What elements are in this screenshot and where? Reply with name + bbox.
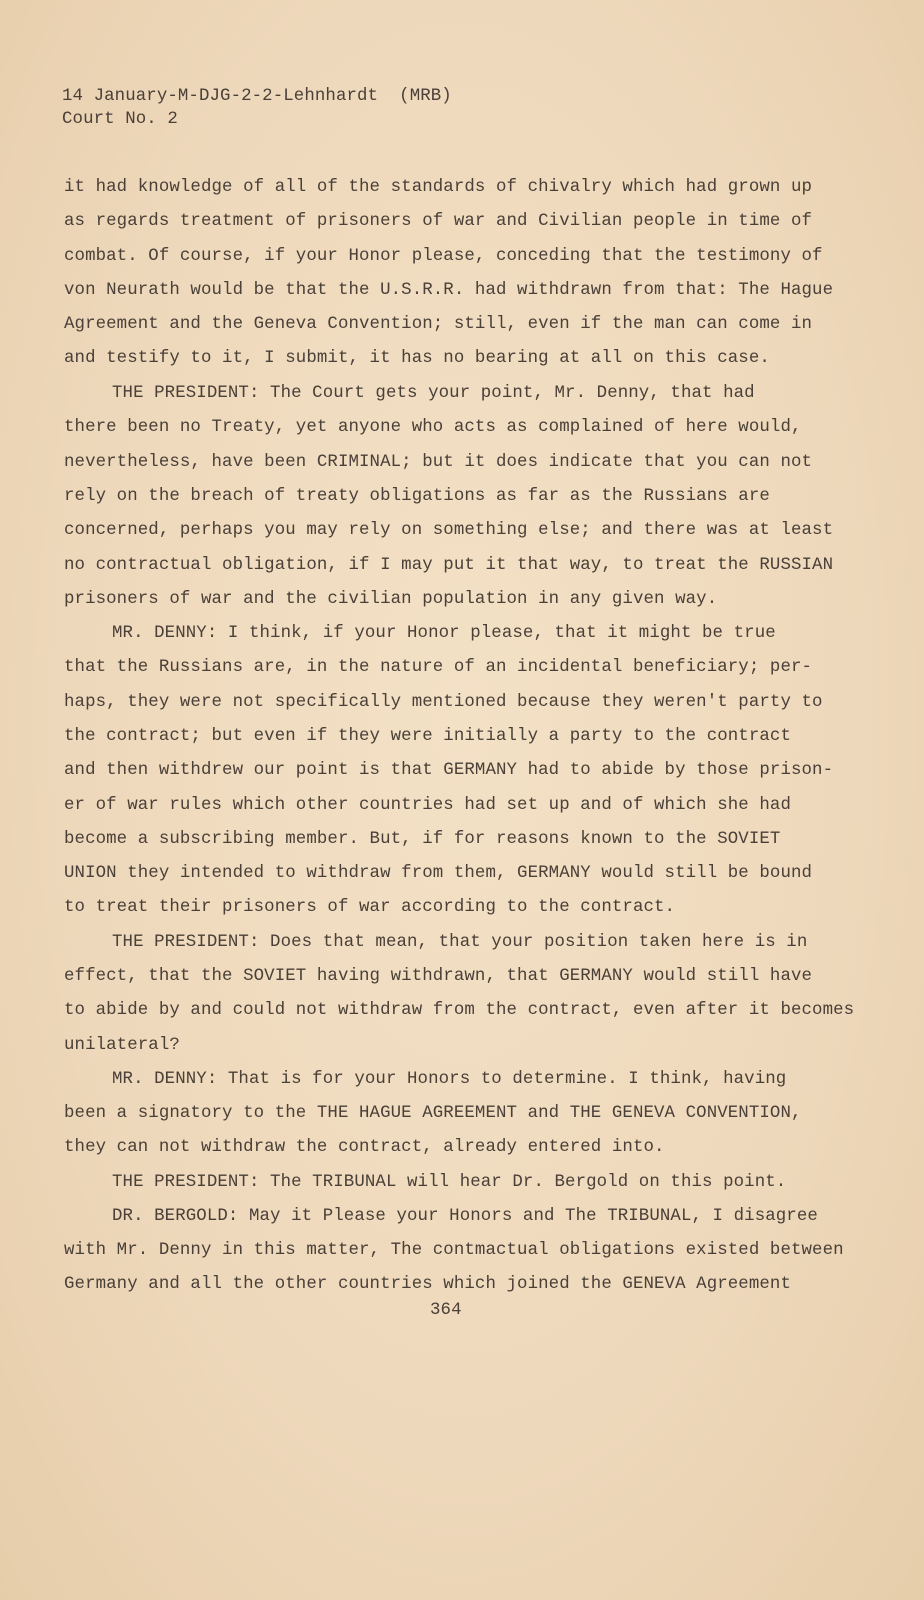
text-line: THE PRESIDENT: Does that mean, that your position taken here is in (112, 933, 808, 952)
text-line: that the Russians are, in the nature of an incidental beneficiary; per- (64, 658, 813, 677)
header-line-2: Court No. 2 (62, 110, 178, 129)
text-line: as regards treatment of prisoners of war and Civilian people in time of (64, 212, 813, 231)
text-line: there been no Treaty, yet anyone who acts as complained of here would, (64, 418, 802, 437)
text-line: von Neurath would be that the U.S.R.R. had withdrawn from that: The Hague (64, 281, 834, 300)
text-line: DR. BERGOLD: May it Please your Honors and The TRIBUNAL, I disagree (112, 1207, 818, 1226)
text-line: er of war rules which other countries had set up and of which she had (64, 796, 791, 815)
text-line: Germany and all the other countries which joined the GENEVA Agreement (64, 1275, 791, 1294)
text-line: unilateral? (64, 1036, 180, 1055)
text-line: combat. Of course, if your Honor please, conceding that the testimony of (64, 247, 823, 266)
text-line: with Mr. Denny in this matter, The contmactual obligations existed between (64, 1241, 844, 1260)
text-line: UNION they intended to withdraw from them, GERMANY would still be bound (64, 864, 813, 883)
text-line: become a subscribing member. But, if for reasons known to the SOVIET (64, 830, 781, 849)
text-line: THE PRESIDENT: The TRIBUNAL will hear Dr. Bergold on this point. (112, 1173, 787, 1192)
text-line: they can not withdraw the contract, already entered into. (64, 1138, 665, 1157)
text-line: and testify to it, I submit, it has no bearing at all on this case. (64, 349, 770, 368)
header-line-1: 14 January-M-DJG-2-2-Lehnhardt (MRB) (62, 87, 452, 106)
text-line: it had knowledge of all of the standards of chivalry which had grown up (64, 178, 813, 197)
text-line: to treat their prisoners of war according to the contract. (64, 898, 676, 917)
text-line: Agreement and the Geneva Convention; still, even if the man can come in (64, 315, 813, 334)
text-line: prisoners of war and the civilian population in any given way. (64, 590, 718, 609)
text-line: been a signatory to the THE HAGUE AGREEMENT and THE GENEVA CONVENTION, (64, 1104, 802, 1123)
text-line: no contractual obligation, if I may put it that way, to treat the RUSSIAN (64, 556, 834, 575)
text-line: haps, they were not specifically mentioned because they weren't party to (64, 693, 823, 712)
page-number: 364 (430, 1301, 462, 1320)
text-line: THE PRESIDENT: The Court gets your point, Mr. Denny, that had (112, 384, 755, 403)
text-line: effect, that the SOVIET having withdrawn, that GERMANY would still have (64, 967, 813, 986)
text-line: concerned, perhaps you may rely on something else; and there was at least (64, 521, 834, 540)
text-line: rely on the breach of treaty obligations as far as the Russians are (64, 487, 770, 506)
text-line: nevertheless, have been CRIMINAL; but it does indicate that you can not (64, 453, 813, 472)
text-line: to abide by and could not withdraw from the contract, even after it becomes (64, 1001, 855, 1020)
text-line: MR. DENNY: That is for your Honors to determine. I think, having (112, 1070, 787, 1089)
text-line: and then withdrew our point is that GERMANY had to abide by those prison- (64, 761, 834, 780)
text-line: MR. DENNY: I think, if your Honor please, that it might be true (112, 624, 776, 643)
text-line: the contract; but even if they were initially a party to the contract (64, 727, 791, 746)
